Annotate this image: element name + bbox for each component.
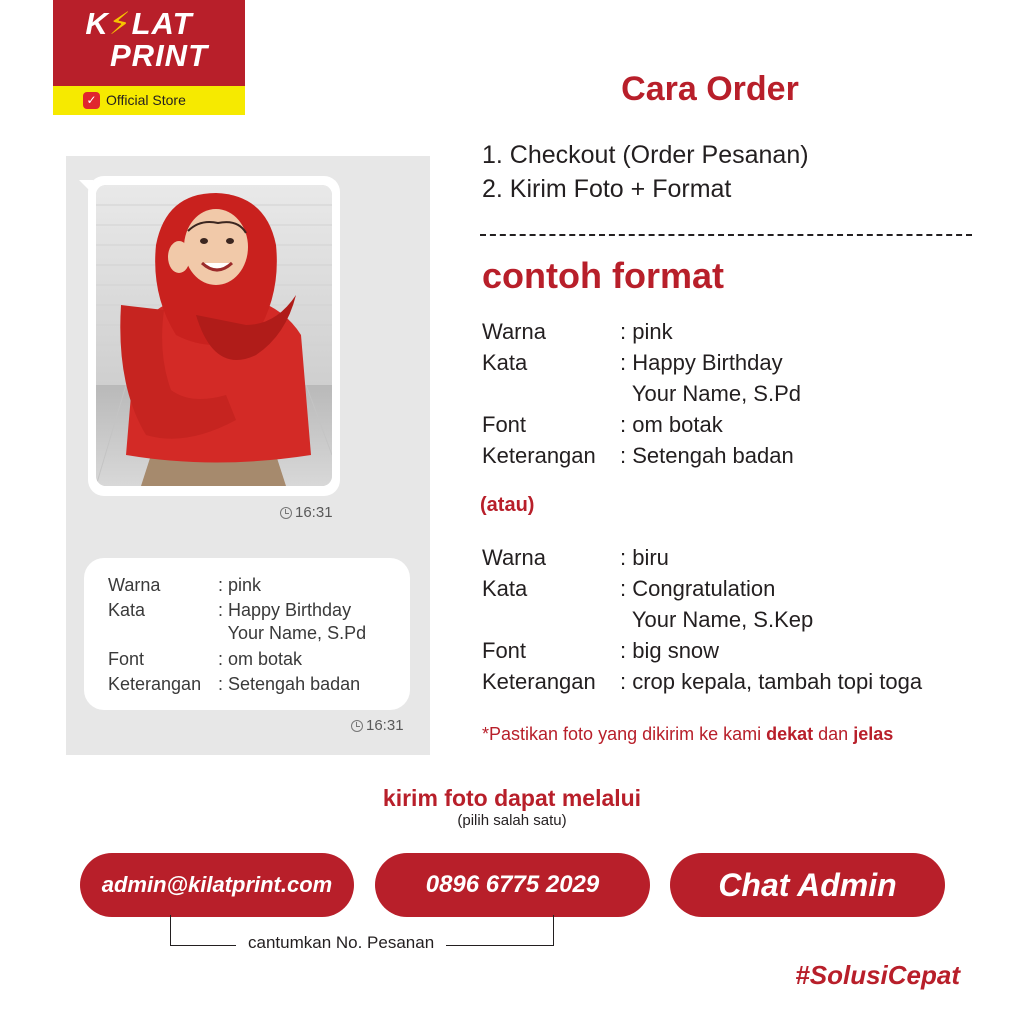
message-time-photo: 16:31	[280, 504, 333, 521]
chat-row-warna: Warna : pink	[108, 575, 262, 595]
format-row-kata-continued: Your Name, S.Kep	[620, 607, 814, 632]
official-store-label: Official Store	[106, 92, 186, 108]
chat-row-kata: Kata : Happy Birthday	[108, 600, 352, 620]
kirim-foto-title: kirim foto dapat melalui	[382, 785, 642, 811]
contoh-format-title: contoh format	[482, 255, 724, 296]
customer-photo	[96, 185, 332, 486]
chat-screenshot-panel	[66, 156, 430, 755]
format-row-font: Font : big snow	[482, 638, 720, 663]
format-row-keterangan: Keterangan : Setengah badan	[482, 443, 794, 468]
chat-row-font: Font : om botak	[108, 649, 303, 669]
cara-order-title: Cara Order	[621, 70, 799, 108]
dashed-divider	[480, 234, 972, 236]
format-example-2	[482, 542, 922, 697]
lightning-bolt-icon: ⚡	[108, 6, 132, 41]
shopping-bag-check-icon: ✓	[83, 92, 100, 109]
clock-icon	[351, 720, 363, 732]
chat-row-keterangan: Keterangan : Setengah badan	[108, 674, 361, 694]
clock-icon	[280, 507, 292, 519]
order-steps	[482, 138, 809, 206]
official-store-badge	[53, 86, 245, 115]
format-message-bubble	[84, 558, 410, 710]
format-row-warna: Warna : pink	[482, 319, 673, 344]
email-button[interactable]: admin@kilatprint.com	[80, 853, 354, 917]
chat-admin-button[interactable]: Chat Admin	[670, 853, 945, 917]
kirim-foto-subtitle: (pilih salah satu)	[457, 812, 567, 829]
photo-message-bubble	[88, 176, 340, 496]
format-example-1	[482, 316, 801, 471]
order-number-note: cantumkan No. Pesanan	[236, 932, 446, 954]
photo-quality-note: *Pastikan foto yang dikirim ke kami dekat dan jelas	[482, 724, 894, 744]
bubble-tail	[79, 180, 93, 194]
woman-in-red-hijab-illustration	[96, 185, 332, 486]
format-row-kata: Kata : Congratulation	[482, 576, 776, 601]
format-row-font: Font : om botak	[482, 412, 723, 437]
order-step-1: 1. Checkout (Order Pesanan)	[482, 141, 809, 169]
logo-line-print: PRINT	[110, 38, 208, 73]
chat-row-kata-continued: Your Name, S.Pd	[218, 623, 367, 643]
format-row-kata-continued: Your Name, S.Pd	[620, 381, 801, 406]
brand-logo	[53, 0, 245, 115]
format-row-keterangan: Keterangan : crop kepala, tambah topi toga	[482, 669, 923, 694]
logo-line-kilat: K⚡LAT	[85, 6, 193, 41]
message-time-text: 16:31	[351, 717, 404, 734]
hashtag: #SolusiCepat	[795, 960, 960, 990]
format-row-kata: Kata : Happy Birthday	[482, 350, 783, 375]
atau-label: (atau)	[480, 494, 535, 516]
logo-background	[53, 0, 245, 86]
order-step-2: 2. Kirim Foto + Format	[482, 175, 732, 203]
phone-button[interactable]: 0896 6775 2029	[375, 853, 650, 917]
format-row-warna: Warna : biru	[482, 545, 669, 570]
